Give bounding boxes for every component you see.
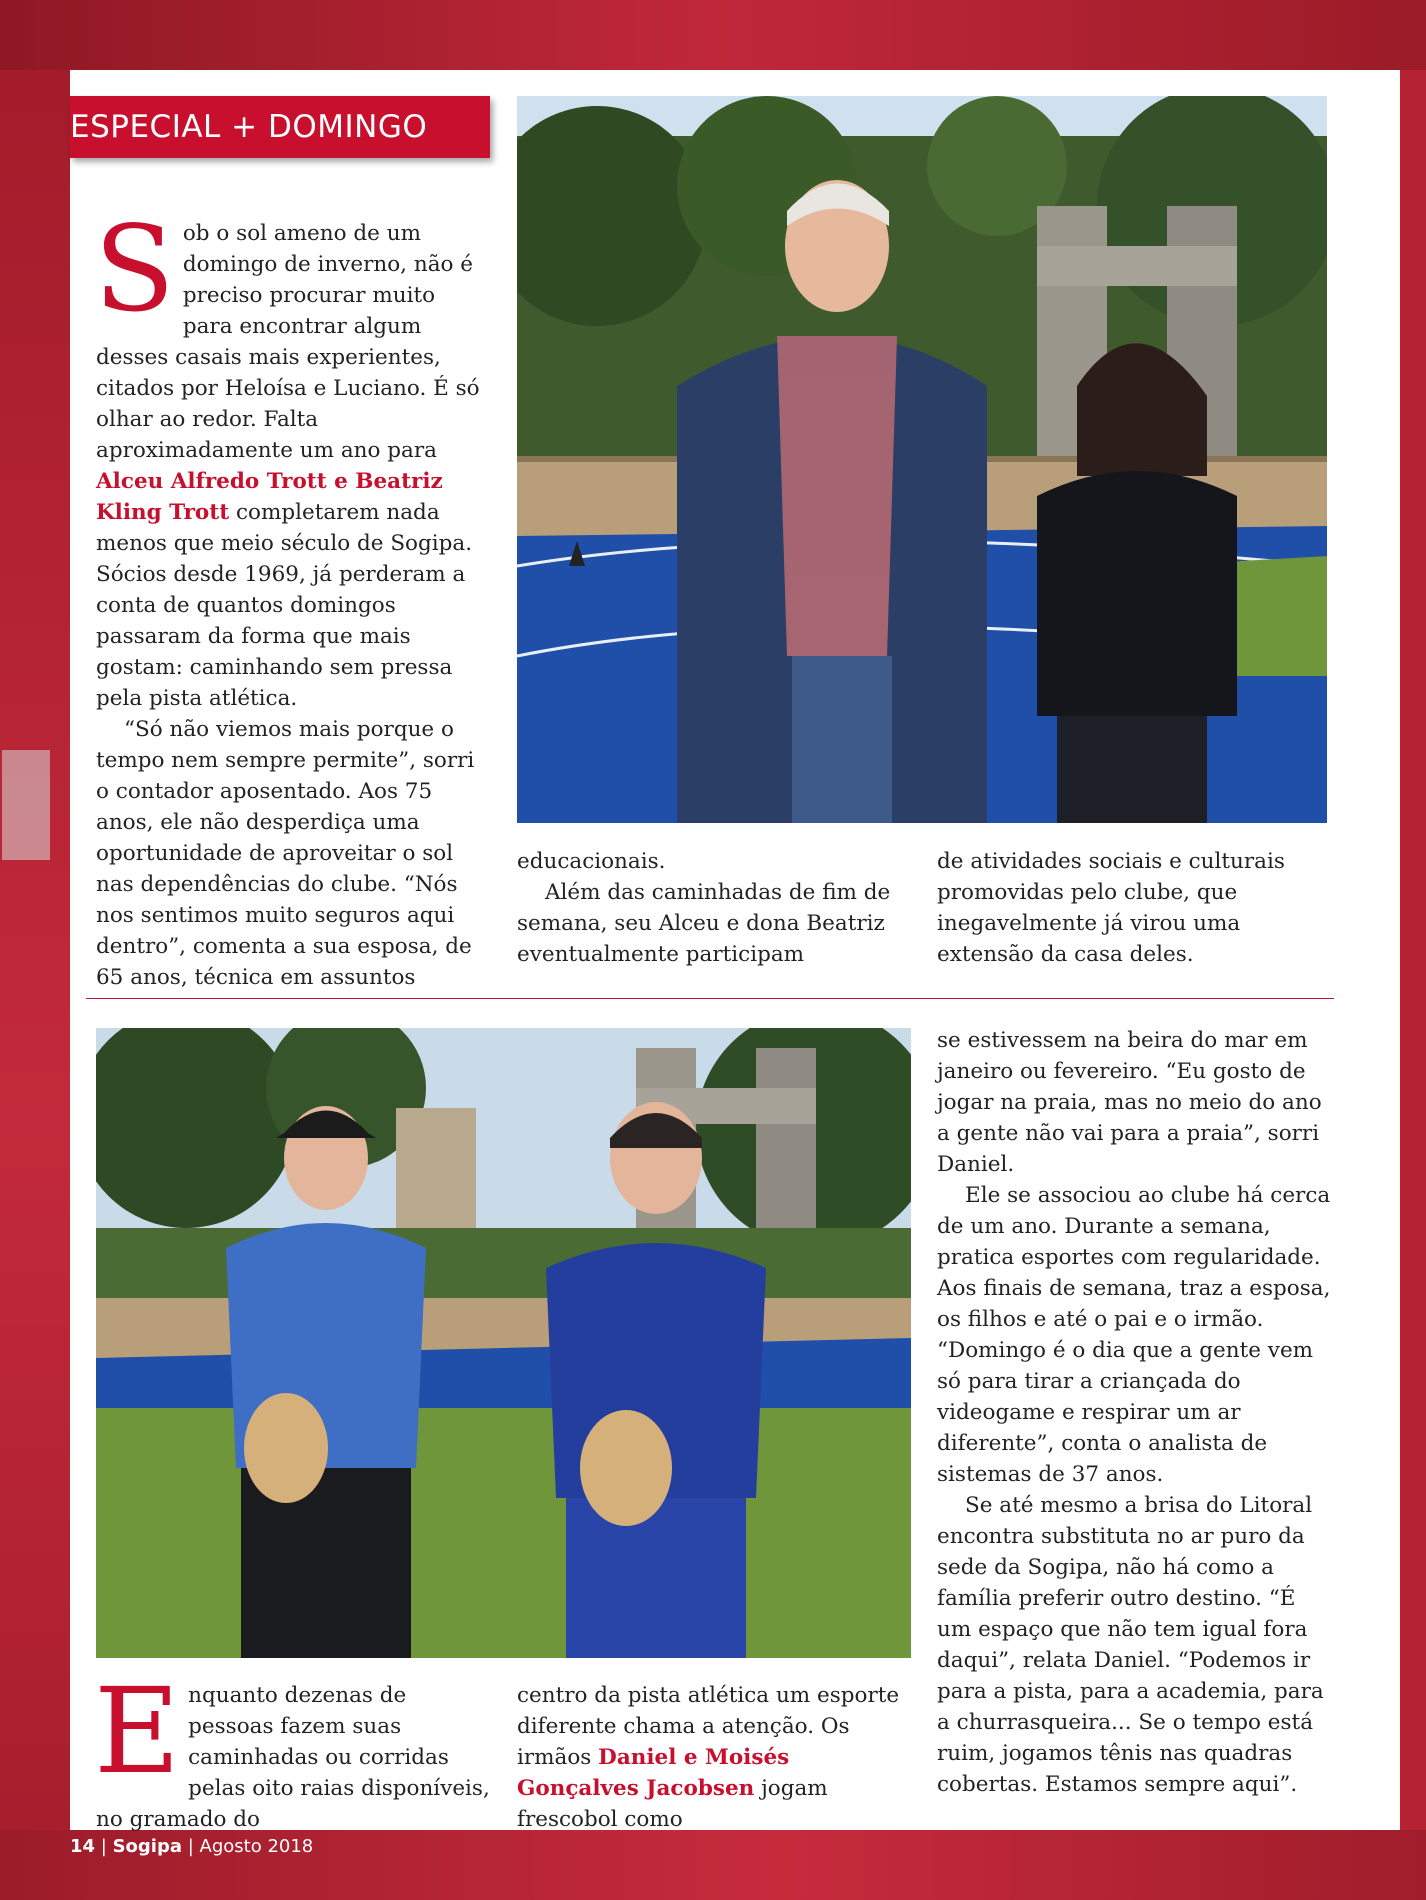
footer-separator-2: | <box>182 1836 200 1857</box>
photo-brothers-image <box>96 1028 911 1658</box>
page-number: 14 <box>70 1836 96 1857</box>
section-divider <box>86 998 1334 999</box>
photo-couple <box>517 96 1327 823</box>
photo-couple-image <box>517 96 1327 823</box>
footer-separator-1: | <box>95 1836 113 1857</box>
article2-col3-paragraph2: Ele se associou ao clube há cerca de um ano. Durante a semana, pratica esportes com regularidade. Aos finais de semana, traz a esposa, os filhos e até o pai e o irmão. “Domingo é o dia que a gente vem só para tirar a criançada do videogame e respirar um ar diferente”, conta o analista de sistemas de 37 anos. <box>937 1183 1331 1487</box>
left-red-border <box>0 70 70 1830</box>
section-header <box>70 96 490 158</box>
side-sign-decoration <box>2 750 50 860</box>
magazine-page <box>70 70 1400 1830</box>
section-label: ESPECIAL + DOMINGO <box>70 109 428 145</box>
footer-brand: Sogipa <box>112 1836 182 1857</box>
article2-drop-cap: E <box>94 1662 181 1800</box>
article1-paragraph1-start: ob o sol ameno de um domingo de inverno, não é preciso procurar muito para encontrar algum desses casais mais experientes, citados por Heloísa e Luciano. É só olhar ao redor. Falta aproximadamente um ano para <box>96 221 480 463</box>
top-red-border <box>0 0 1426 70</box>
article1-column3 <box>937 846 1332 970</box>
article1-column2 <box>517 846 912 970</box>
article1-column1 <box>94 200 491 993</box>
article2-col3-paragraph3: Se até mesmo a brisa do Litoral encontra substituta no ar puro da sede da Sogipa, não há como a família preferir outro destino. “É um espaço que não tem igual fora daqui”, relata Daniel. “Podemos ir para a pista, para a academia, para a churrasqueira... Se o tempo está ruim, jogamos tênis nas quadras cobertas. Estamos sempre aqui”. <box>937 1493 1324 1797</box>
article2-column1 <box>94 1662 491 1835</box>
footer-date: Agosto 2018 <box>199 1836 314 1857</box>
article2-column2 <box>517 1680 912 1835</box>
article2-paragraph1-start: nquanto dezenas de pessoas fazem suas caminhadas ou corridas pelas oito raias disponíveis, no gramado do <box>96 1683 490 1832</box>
article2-col2-start: centro da pista atlética um esporte diferente chama a atenção. Os irmãos <box>517 1683 900 1770</box>
article1-names: Alceu Alfredo Trott e Beatriz Kling Trott <box>96 469 443 525</box>
article2-col3-paragraph1: se estivessem na beira do mar em janeiro ou fevereiro. “Eu gosto de jogar na praia, mas no meio do ano a gente não vai para a praia”, sorri Daniel. <box>937 1028 1322 1177</box>
article2-column3 <box>937 1025 1332 1800</box>
right-red-border <box>1400 70 1426 1830</box>
page-footer <box>70 1832 313 1862</box>
photo-brothers <box>96 1028 911 1658</box>
article2-col2-end: jogam frescobol como <box>517 1776 828 1832</box>
article1-drop-cap: S <box>94 200 175 338</box>
article1-col2-paragraph1: educacionais. <box>517 849 666 874</box>
article1-col2-paragraph2: Além das caminhadas de fim de semana, seu Alceu e dona Beatriz eventualmente participam <box>517 880 891 967</box>
article2-names: Daniel e Moisés Gonçalves Jacobsen <box>517 1745 790 1801</box>
article1-paragraph1-end: completarem nada menos que meio século de Sogipa. Sócios desde 1969, já perderam a conta de quantos domingos passaram da forma que mais gostam: caminhando sem pressa pela pista atlética. <box>96 500 473 711</box>
article1-col3-paragraph1: de atividades sociais e culturais promovidas pelo clube, que inegavelmente já virou uma extensão da casa deles. <box>937 849 1285 967</box>
article1-paragraph2: “Só não viemos mais porque o tempo nem sempre permite”, sorri o contador aposentado. Aos 75 anos, ele não desperdiça uma oportunidade de aproveitar o sol nas dependências do clube. “Nós nos sentimos muito seguros aqui dentro”, comenta a sua esposa, de 65 anos, técnica em assuntos <box>96 717 475 990</box>
